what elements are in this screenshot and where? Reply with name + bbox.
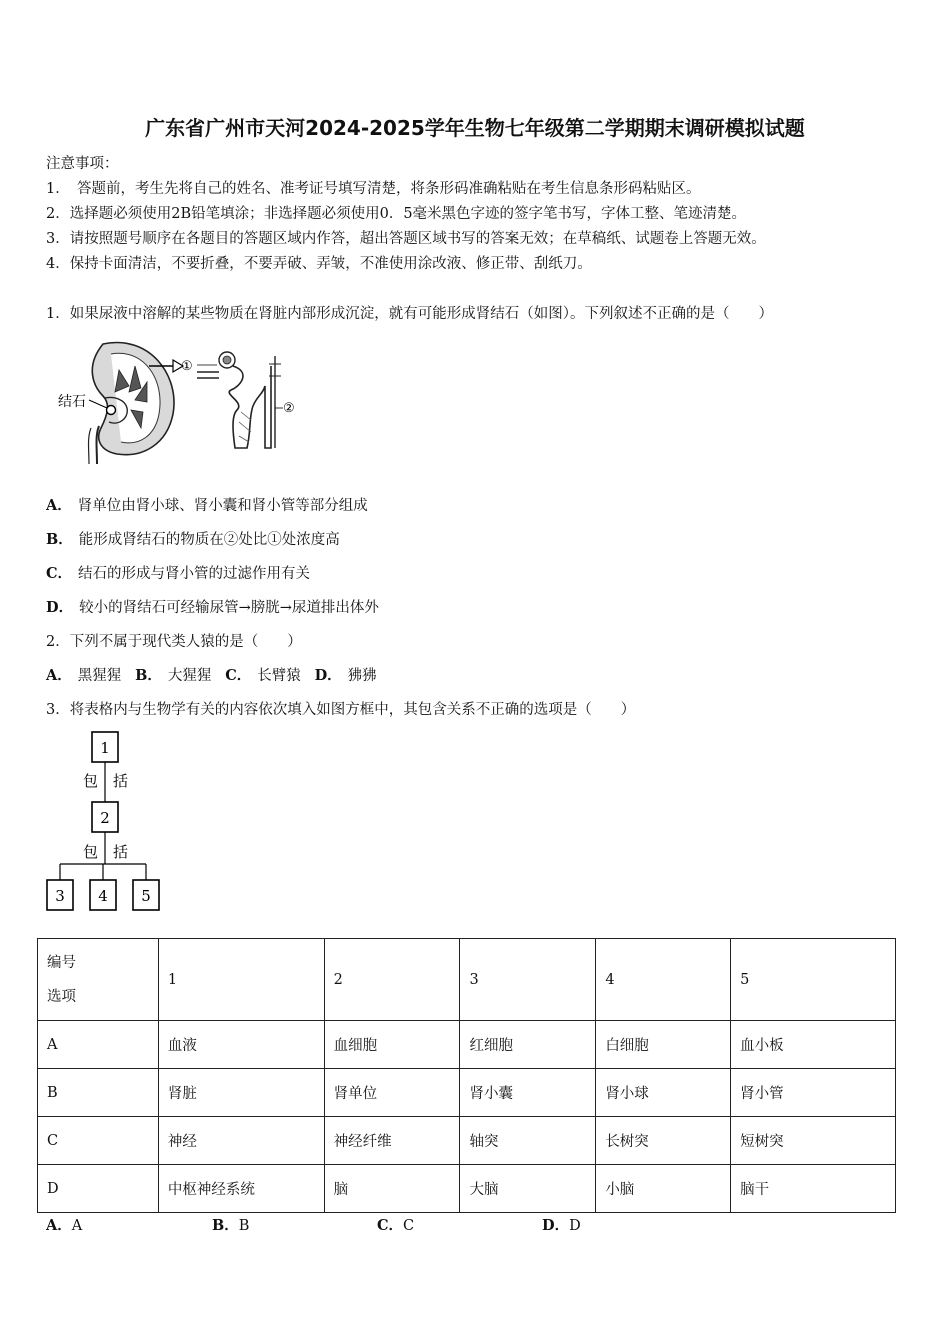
table-cell: 肾单位: [324, 1069, 460, 1117]
q1-option-d: D． 较小的肾结石可经输尿管→膀胱→尿道排出体外: [46, 599, 379, 616]
q3-answer-a: A．A: [46, 1217, 83, 1234]
notice-item: 1． 答题前，考生先将自己的姓名、准考证号填写清楚，将条形码准确粘贴在考生信息条形码粘贴区。: [46, 181, 701, 197]
table-header-cell: 5: [731, 939, 896, 1021]
notice-item: 4．保持卡面清洁，不要折叠，不要弄破、弄皱，不准使用涂改液、修正带、刮纸刀。: [46, 256, 592, 272]
q3-answer-d: D．D: [542, 1217, 581, 1234]
table-cell: 肾脏: [158, 1069, 324, 1117]
row-label: D: [38, 1165, 159, 1213]
q3-answer-c: C．C: [377, 1217, 415, 1234]
renal-tubule: [229, 366, 271, 448]
table-row: [38, 1117, 896, 1165]
page-title: 广东省广州市天河2024-2025学年生物七年级第二学期期末调研模拟试题: [145, 116, 805, 140]
table-cell: 脑干: [731, 1165, 896, 1213]
table-cell: 白细胞: [596, 1021, 731, 1069]
box-1-label: 1: [100, 739, 110, 757]
table-cell: 红细胞: [460, 1021, 596, 1069]
q1-option-c: C． 结石的形成与肾小管的过滤作用有关: [46, 565, 311, 582]
kidney-stone-figure: [55, 336, 305, 466]
table-cell: 肾小囊: [460, 1069, 596, 1117]
table-header-row: [38, 939, 896, 1021]
ureter: [97, 426, 100, 464]
table-cell: 肾小管: [731, 1069, 896, 1117]
table-row: [38, 1021, 896, 1069]
q1-option-a: A． 肾单位由肾小球、肾小囊和肾小管等部分组成: [46, 497, 368, 514]
table-cell: 中枢神经系统: [158, 1165, 324, 1213]
table-row: [38, 1069, 896, 1117]
table-header-cell: 3: [460, 939, 596, 1021]
row-label: C: [38, 1117, 159, 1165]
table-header-cell: 2: [324, 939, 460, 1021]
label-2: ②: [283, 401, 295, 416]
notice-item: 3．请按照题号顺序在各题目的答题区域内作答，超出答题区域书写的答案无效；在草稿纸、试题卷上答题无效。: [46, 231, 766, 247]
q3-table: [37, 938, 896, 1213]
table-cell: 轴突: [460, 1117, 596, 1165]
table-cell: 肾小球: [596, 1069, 731, 1117]
q3-stem: 3．将表格内与生物学有关的内容依次填入如图方框中，其包含关系不正确的选项是（ ）: [46, 702, 636, 718]
q1-stem: 1．如果尿液中溶解的某些物质在肾脏内部形成沉淀，就有可能形成肾结石（如图）。下列叙述不正确的是（ ）: [46, 306, 773, 322]
table-cell: 大脑: [460, 1165, 596, 1213]
table-row: [38, 1165, 896, 1213]
table-corner-cell: 编号 选项: [38, 939, 159, 1021]
table-cell: 小脑: [596, 1165, 731, 1213]
table-cell: 血细胞: [324, 1021, 460, 1069]
include-label: 包 括: [83, 843, 129, 861]
row-label: B: [38, 1069, 159, 1117]
table-cell: 脑: [324, 1165, 460, 1213]
q3-answer-b: B．B: [212, 1217, 250, 1234]
notice-heading: 注意事项：: [46, 156, 119, 172]
table-cell: 血小板: [731, 1021, 896, 1069]
notice-item: 2．选择题必须使用2B铅笔填涂；非选择题必须使用0．5毫米黑色字迹的签字笔书写，字体工整、笔迹清楚。: [46, 206, 747, 222]
stone-pointer: [89, 400, 107, 408]
include-label: 包 括: [83, 772, 129, 790]
inclusion-diagram: [40, 728, 170, 916]
label-1: ①: [181, 359, 193, 374]
box-2-label: 2: [100, 809, 110, 827]
table-header-cell: 4: [596, 939, 731, 1021]
box-3-label: 3: [55, 887, 65, 905]
box-4-label: 4: [98, 887, 108, 905]
row-label: A: [38, 1021, 159, 1069]
q1-option-b: B． 能形成肾结石的物质在②处比①处浓度高: [46, 531, 340, 548]
table-cell: 长树突: [596, 1117, 731, 1165]
table-cell: 血液: [158, 1021, 324, 1069]
q2-options: A． 黑猩猩 B． 大猩猩 C． 长臂猿 D． 狒狒: [46, 667, 377, 684]
stone-mark: [107, 406, 116, 415]
table-header-cell: 1: [158, 939, 324, 1021]
label-stone: 结石: [58, 394, 86, 410]
table-cell: 神经: [158, 1117, 324, 1165]
table-cell: 神经纤维: [324, 1117, 460, 1165]
box-5-label: 5: [141, 887, 151, 905]
table-cell: 短树突: [731, 1117, 896, 1165]
q2-stem: 2．下列不属于现代类人猿的是（ ）: [46, 634, 302, 650]
